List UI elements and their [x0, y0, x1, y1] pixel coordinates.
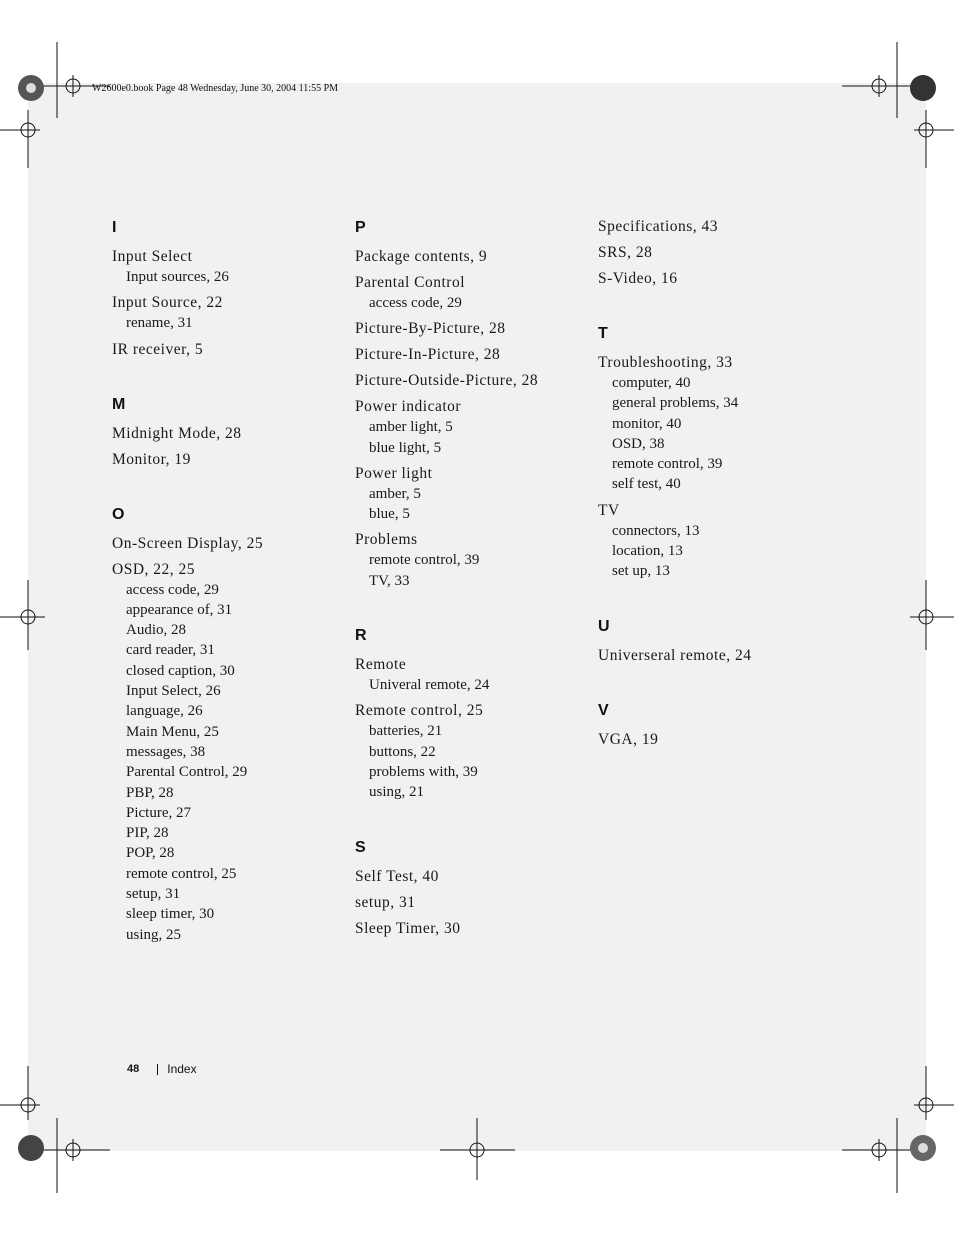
index-subentry: POP, 28 [126, 845, 175, 862]
index-subentry: access code, 29 [126, 581, 219, 598]
footer-section-title: Index [167, 1062, 197, 1076]
index-subentry: TV, 33 [369, 572, 410, 589]
index-subentry: card reader, 31 [126, 642, 215, 659]
index-subentry: remote control, 39 [612, 456, 723, 473]
index-term: Picture-In-Picture, 28 [355, 346, 501, 364]
index-subentry: Univeral remote, 24 [369, 677, 490, 694]
index-subentry: connectors, 13 [612, 522, 700, 539]
index-term: Power light [355, 464, 433, 482]
index-term: Parental Control [355, 274, 466, 291]
section-letter: M [112, 395, 126, 413]
index-subentry: Input sources, 26 [126, 269, 229, 285]
index-term: Universeral remote, 24 [598, 646, 752, 664]
index-subentry: location, 13 [612, 543, 683, 560]
index-subentry: Main Menu, 25 [126, 723, 219, 740]
section-letter: P [355, 219, 366, 236]
index-term: On-Screen Display, 25 [112, 534, 264, 552]
index-term: Picture-By-Picture, 28 [355, 320, 506, 338]
index-subentry: remote control, 39 [369, 552, 480, 569]
index-subentry: self test, 40 [612, 476, 681, 493]
index-subentry: computer, 40 [612, 375, 691, 391]
index-subentry: remote control, 25 [126, 865, 237, 882]
index-term: OSD, 22, 25 [112, 560, 196, 578]
section-letter: S [355, 838, 366, 856]
index-subentry: blue light, 5 [369, 439, 442, 456]
index-subentry: setup, 31 [126, 886, 181, 903]
index-subentry: amber, 5 [369, 485, 421, 502]
index-subentry: messages, 38 [126, 743, 206, 760]
index-term: Input Select [112, 248, 193, 265]
index-subentry: Input Select, 26 [126, 683, 221, 700]
section-letter: O [112, 505, 125, 523]
index-subentry: rename, 31 [126, 315, 193, 332]
index-subentry: PIP, 28 [126, 825, 169, 842]
print-slug: W2600e0.book Page 48 Wednesday, June 30, 2004 11:55 PM [92, 83, 339, 94]
index-term: Input Source, 22 [112, 294, 223, 312]
index-term: S-Video, 16 [598, 270, 678, 287]
index-subentry: appearance of, 31 [126, 601, 233, 618]
index-term: setup, 31 [355, 893, 416, 911]
index-subentry: set up, 13 [612, 563, 670, 580]
index-term: Troubleshooting, 33 [598, 354, 733, 371]
index-subentry: blue, 5 [369, 506, 410, 523]
index-term: Power indicator [355, 398, 462, 416]
index-subentry: access code, 29 [369, 295, 462, 311]
index-subentry: Audio, 28 [126, 622, 186, 639]
section-letter: R [355, 627, 367, 645]
index-subentry: using, 21 [369, 784, 425, 801]
index-term: VGA, 19 [598, 730, 659, 748]
index-term: SRS, 28 [598, 244, 653, 261]
index-subentry: language, 26 [126, 703, 203, 720]
index-subentry: Parental Control, 29 [126, 764, 248, 781]
index-term: IR receiver, 5 [112, 340, 204, 358]
index-subentry: closed caption, 30 [126, 662, 235, 679]
index-term: Specifications, 43 [598, 218, 719, 235]
index-term: Problems [355, 531, 418, 549]
section-letter: T [598, 325, 608, 342]
section-letter: U [598, 617, 610, 635]
index-subentry: using, 25 [126, 926, 182, 943]
index-subentry: batteries, 21 [369, 723, 443, 740]
section-letter: I [112, 219, 117, 236]
index-term: Sleep Timer, 30 [355, 919, 461, 937]
index-subentry: problems with, 39 [369, 763, 478, 780]
index-subentry: sleep timer, 30 [126, 906, 215, 923]
index-subentry: monitor, 40 [612, 415, 682, 432]
index-term: Remote [355, 656, 407, 674]
index-subentry: OSD, 38 [612, 435, 665, 452]
index-subentry: general problems, 34 [612, 395, 739, 412]
index-term: Self Test, 40 [355, 867, 439, 885]
section-letter: V [598, 701, 609, 719]
index-subentry: buttons, 22 [369, 743, 436, 760]
page-number: 48 [127, 1063, 140, 1075]
index-term: TV [598, 501, 620, 519]
index-term: Picture-Outside-Picture, 28 [355, 372, 539, 390]
index-term: Remote control, 25 [355, 702, 484, 720]
index-term: Midnight Mode, 28 [112, 424, 242, 442]
index-subentry: amber light, 5 [369, 419, 453, 436]
index-term: Monitor, 19 [112, 450, 191, 468]
index-subentry: Picture, 27 [126, 804, 191, 821]
index-subentry: PBP, 28 [126, 784, 174, 801]
index-term: Package contents, 9 [355, 248, 488, 265]
